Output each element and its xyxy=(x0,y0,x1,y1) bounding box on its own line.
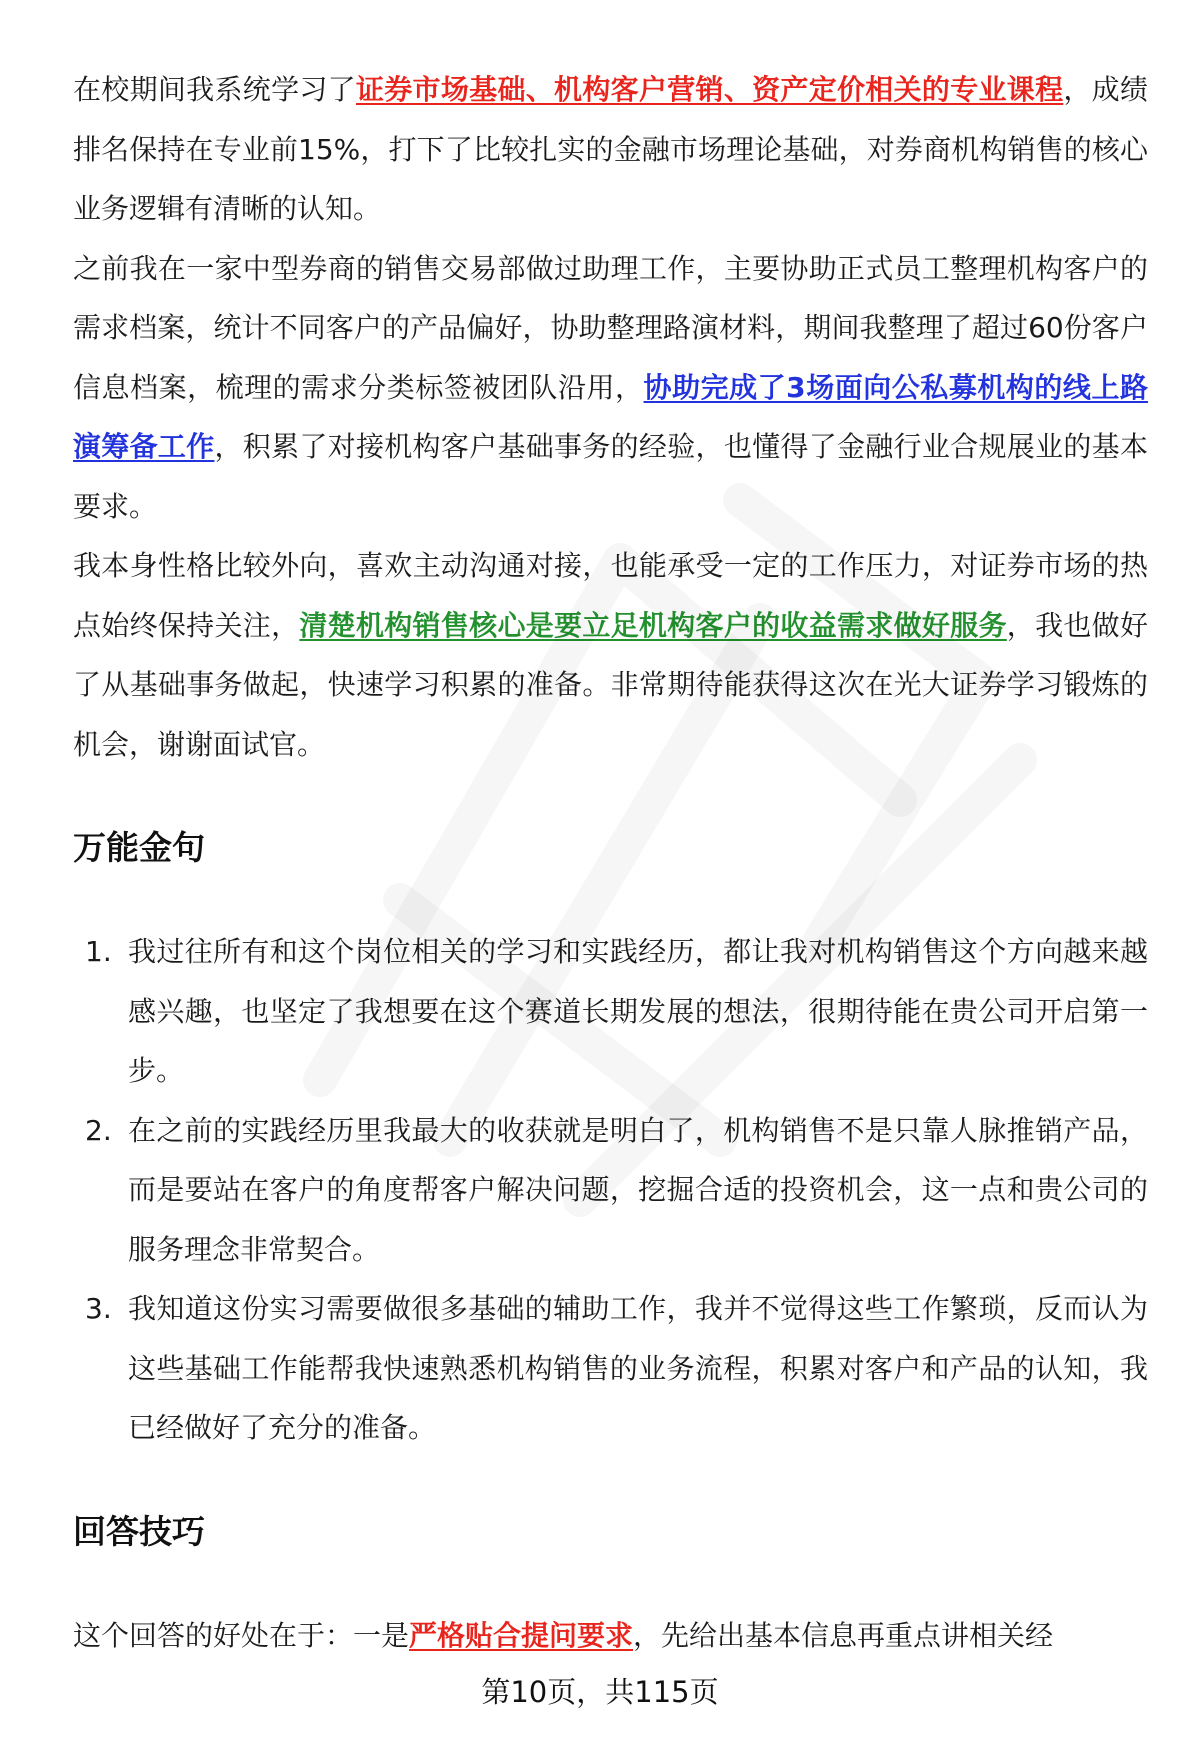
intro-paragraph-1 xyxy=(73,60,1148,239)
highlight-red: 证券市场基础、机构客户营销、资产定价相关的专业课程 xyxy=(355,73,1064,106)
paragraph-text: 我本身性格比较外向，喜欢主动沟通对接，也能承受一定的工作压力，对证券市场的热点始终保持关注， xyxy=(73,549,1148,642)
list-item xyxy=(73,1101,1148,1280)
page-number-label: 第10页，共115页 xyxy=(481,1675,719,1709)
list-item xyxy=(73,922,1148,1101)
golden-sentences-list xyxy=(73,922,1148,1458)
list-item xyxy=(73,1279,1148,1458)
highlight-blue: 协助完成了3场面向公私募机构的线上路演筹备工作 xyxy=(73,370,1148,463)
list-number: 2. xyxy=(85,1113,112,1147)
paragraph-text: 这个回答的好处在于：一是 xyxy=(73,1618,410,1652)
paragraph-text: 在校期间我系统学习了 xyxy=(73,73,356,106)
paragraph-text: 之前我在一家中型券商的销售交易部做过助理工作，主要协助正式员工整理机构客户的需求档案，统计不同客户的产品偏好，协助整理路演材料，期间我整理了超过60份客户信息档案，梳理的需求分类标签被团队沿用， xyxy=(73,251,1148,404)
list-item-text: 在之前的实践经历里我最大的收获就是明白了，机构销售不是只靠人脉推销产品，而是要站在客户的角度帮客户解决问题，挖掘合适的投资机会，这一点和贵公司的服务理念非常契合。 xyxy=(128,1113,1148,1266)
section-heading-golden-sentences: 万能金句 xyxy=(73,828,205,867)
list-number: 1. xyxy=(85,935,112,968)
paragraph-text: ，积累了对接机构客户基础事务的经验，也懂得了金融行业合规展业的基本要求。 xyxy=(73,430,1148,523)
answer-tips-paragraph xyxy=(73,1606,1148,1666)
section-heading-answer-tips: 回答技巧 xyxy=(73,1511,205,1551)
document-page xyxy=(73,60,1148,1665)
intro-paragraph-3 xyxy=(73,536,1148,774)
list-item-text: 我过往所有和这个岗位相关的学习和实践经历，都让我对机构销售这个方向越来越感兴趣，也坚定了我想要在这个赛道长期发展的想法，很期待能在贵公司开启第一步。 xyxy=(128,935,1148,1087)
paragraph-text: ，成绩排名保持在专业前15%，打下了比较扎实的金融市场理论基础，对券商机构销售的核心业务逻辑有清晰的认知。 xyxy=(73,73,1148,225)
paragraph-text: ，先给出基本信息再重点讲相关经 xyxy=(633,1618,1054,1652)
paragraph-text: ，我也做好了从基础事务做起，快速学习积累的准备。非常期待能获得这次在光大证券学习锻炼的机会，谢谢面试官。 xyxy=(73,608,1148,761)
page-footer xyxy=(0,1672,1200,1712)
list-item-text: 我知道这份实习需要做很多基础的辅助工作，我并不觉得这些工作繁琐，反而认为这些基础工作能帮我快速熟悉机构销售的业务流程，积累对客户和产品的认知，我已经做好了充分的准备。 xyxy=(128,1292,1148,1444)
list-number: 3. xyxy=(85,1292,112,1325)
intro-paragraph-2 xyxy=(73,239,1148,537)
highlight-red: 严格贴合提问要求 xyxy=(409,1618,634,1652)
highlight-green: 清楚机构销售核心是要立足机构客户的收益需求做好服务 xyxy=(299,608,1007,642)
